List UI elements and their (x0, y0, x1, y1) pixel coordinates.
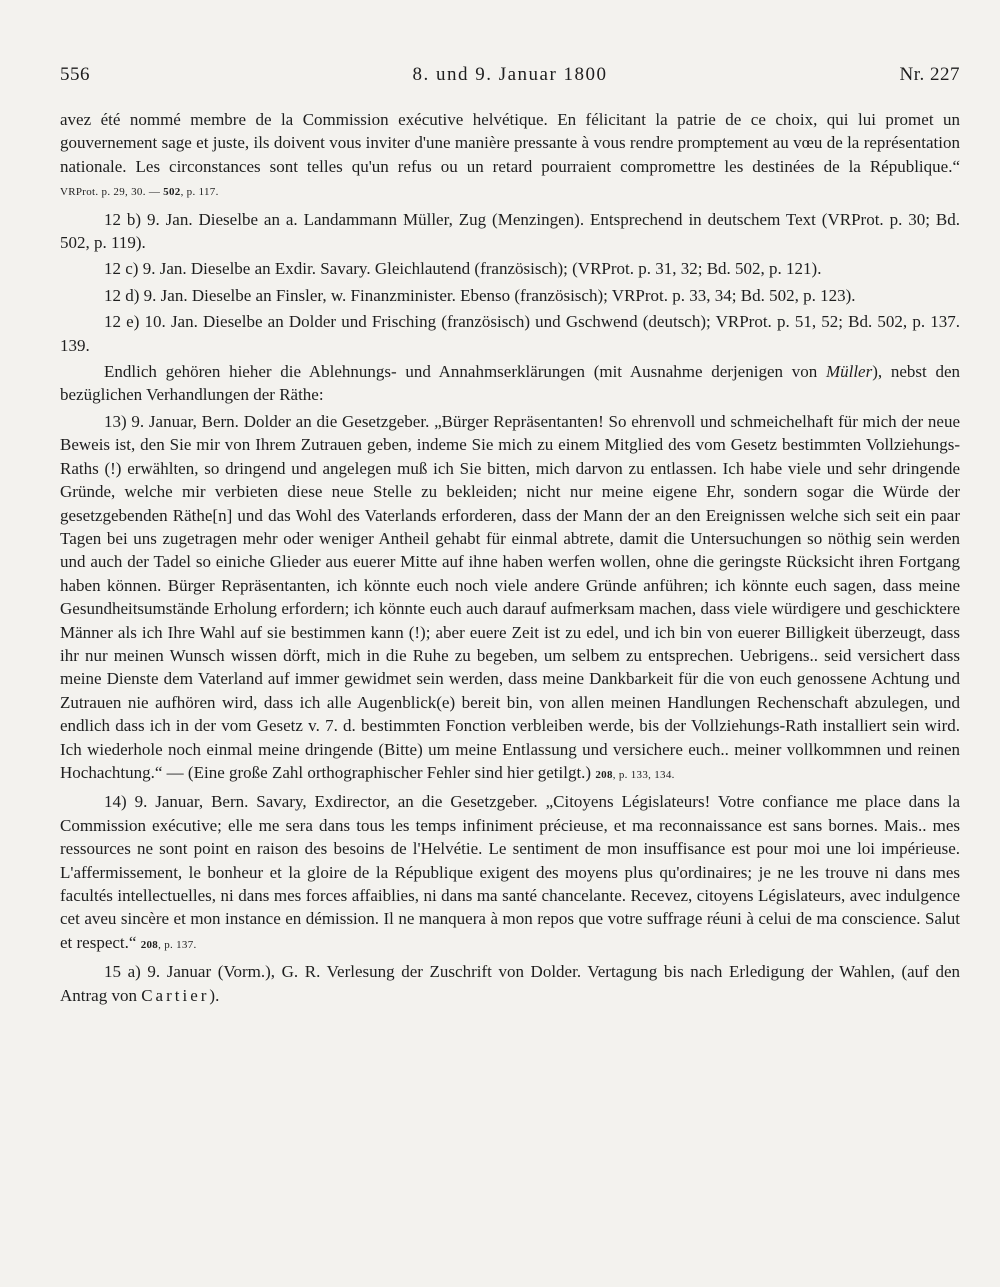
source-reference: VRProt. p. 29, 30. — 502, p. 117. (60, 186, 219, 199)
paragraph-15a: 15 a) 9. Januar (Vorm.), G. R. Verlesung der Zuschrift von Dolder. Vertagung bis nach Erledigung der Wahlen, (auf den Antrag von Cartier). (60, 962, 960, 1005)
page-header (60, 64, 960, 94)
source-reference: 208, p. 137. (140, 938, 197, 951)
paragraph-continuation: avez été nommé membre de la Commission exécutive helvétique. En félicitant la patrie de ce choix, qui lui promet un gouvernement sage et juste, ils doivent vous inviter d'une manière pressante à vous rendre promptement au vœu de la représentation nationale. Les circonstances sont telles qu'un refus ou un retard pourraient compromettre les destinées de la République.“ VRProt. p. 29, 30. — 502, p. 117. (60, 110, 960, 199)
paragraph-12b: 12 b) 9. Jan. Dieselbe an a. Landammann Müller, Zug (Menzingen). Entsprechend in deutschem Text (VRProt. p. 30; Bd. 502, p. 119). (60, 209, 960, 253)
italic-name: Müller (825, 362, 873, 382)
paragraph-14: 14) 9. Januar, Bern. Savary, Exdirector, an die Gesetzgeber. „Citoyens Législateurs! Votre confiance me place dans la Commission exécutive; elle me sera dans tous les temps infiniment précieuse, et ma reconnaissance est sans bornes. Mais.. mes ressources ne sont point en raison des besoins de l'Helvétie. Le sentiment de mon insuffisance est pour moi une loi impérieuse. L'affermissement, le bonheur et la gloire de la République exigent des moyens plus qu'ordinaires; je ne les trouve ni dans mes facultés intellectuelles, ni dans mes forces affaiblies, ni dans ma santé chancelante. Recevez, citoyens Législateurs, avec indulgence cet aveu sincère et mon instance en démission. Il ne manquera à mon repos que votre suffrage réuni à celui de ma conscience. Salut et respect.“ 208, p. 137. (60, 792, 960, 952)
header-date: 8. und 9. Januar 1800 (412, 64, 608, 85)
source-reference: 208, p. 133, 134. (595, 768, 675, 781)
paragraph-12e: 12 e) 10. Jan. Dieselbe an Dolder und Frisching (französisch) und Gschwend (deutsch); VRProt. p. 51, 52; Bd. 502, p. 137. 139. (60, 312, 960, 355)
page-number: 556 (60, 64, 90, 85)
spaced-name: Cartier (141, 985, 210, 1005)
document-body (60, 108, 960, 1010)
paragraph-12d: 12 d) 9. Jan. Dieselbe an Finsler, w. Finanzminister. Ebenso (französisch); VRProt. p. 33, 34; Bd. 502, p. 123). (104, 285, 856, 305)
paragraph-13: 13) 9. Januar, Bern. Dolder an die Gesetzgeber. „Bürger Repräsentanten! So ehrenvoll und schmeichelhaft für mich der neue Beweis ist, den Sie mir von Ihrem Zutrauen geben, indeme Sie mich zu einem Mitglied des vom Gesetz bestimmten Vollziehungs-Raths (!) erwählten, so dringend und angelegen muß ich Sie bitten, mich darvon zu entlassen. Ich habe viele und sehr dringende Gründe, welche mir verbieten diese neue Stelle zu bekleiden; nicht nur meine eigene Ehr, sondern sogar die Würde der gesetzgebenden Räthe[n] und das Wohl des Vaterlands erforderen, dass der Mann der an den Ereignissen welche sich seit ein paar Tagen bei uns zugetragen mehr oder weniger Antheil gehabt für einmal abtrete, damit die Untersuchungen so nöthig sein werden und auch der Tadel so einiche Glieder aus euerer Mitte auf ihne haben werfen wollen, ohne die geringste Rücksicht ihren Fortgang haben können. Bürger Repräsentanten, ich könnte euch noch viele andere Gründe anführen; ich könnte euch sagen, dass meine Gesundheitsumstände Erholung erfordern; ich könnte euch auch darauf aufmerksam machen, dass viele würdigere und geschicktere Männer als ich Ihre Wahl auf sie bestimmen kann (!); aber euere Zeit ist zu edel, und ich bin von euerer Billigkeit überzeugt, dass ihr nur meinen Wunsch wissen dörft, mich in die Ruhe zu begeben, um selbem zu entsprechen. Uebrigens.. seid versichert dass meine Dienste dem Vaterland auf immer gewidmet sein werden, dass meine Dankbarkeit für die von euch genossene Achtung und Zutrauen nie aufhören wird, dass ich alle Augenblick(e) bereit bin, von allen meinen Handlungen Rechenschaft abzulegen, und endlich dass ich in der vom Gesetz v. 7. d. bestimmten Fonction verbleiben werde, bis der Vollziehungs-Rath installiert sein wird. Ich wiederhole noch einmal meine dringende (Bitte) um meine Entlassung und versichere euch.. meiner vollkommnen und reinen Hochachtung.“ — (Eine große Zahl orthographischer Fehler sind hier getilgt.) 208, p. 133, 134. (60, 411, 960, 782)
document-number: Nr. 227 (899, 64, 960, 85)
paragraph-12c: 12 c) 9. Jan. Dieselbe an Exdir. Savary. Gleichlautend (französisch); (VRProt. p. 31, 32; Bd. 502, p. 121). (104, 259, 822, 279)
paragraph-endlich: Endlich gehören hieher die Ablehnungs- und Annahmserklärungen (mit Ausnahme derjenigen von Müller), nebst den bezüglichen Verhandlungen der Räthe: (60, 362, 960, 405)
